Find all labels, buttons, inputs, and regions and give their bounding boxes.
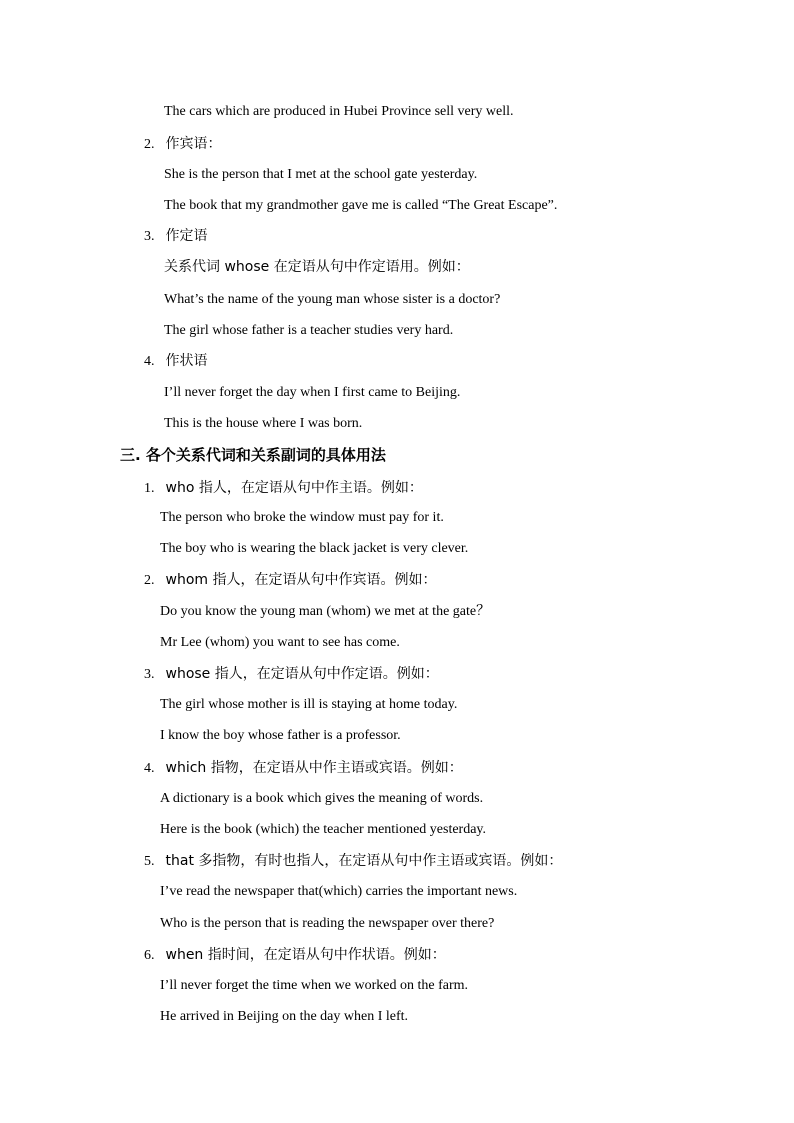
example-sentence: Do you know the young man (whom) we met at the gate？ bbox=[160, 604, 491, 619]
example-sentence: The boy who is wearing the black jacket is very clever. bbox=[160, 541, 469, 556]
list-item bbox=[144, 945, 446, 966]
rule-description: whose 指人，在定语从句中作定语。例如： bbox=[165, 666, 439, 682]
rule-description: when 指时间，在定语从句中作状语。例如： bbox=[165, 947, 446, 963]
example-sentence: Mr Lee (whom) you want to see has come. bbox=[160, 635, 400, 650]
example-sentence: I’ve read the newspaper that(which) carries the important news. bbox=[160, 884, 518, 899]
list-number: 3. bbox=[144, 229, 155, 244]
rule-description: whom 指人，在定语从句中作宾语。例如： bbox=[165, 572, 437, 588]
rule-description: that 多指物，有时也指人，在定语从句中作主语或宾语。例如： bbox=[165, 853, 563, 869]
list-number: 2. bbox=[144, 573, 155, 588]
example-sentence: The girl whose mother is ill is staying at home today. bbox=[160, 697, 458, 712]
list-number: 6. bbox=[144, 948, 155, 963]
example-sentence: I’ll never forget the time when we worked on the farm. bbox=[160, 978, 469, 993]
list-item-adverbial bbox=[144, 351, 208, 372]
list-number: 1. bbox=[144, 481, 155, 496]
list-title: 作状语 bbox=[165, 353, 208, 369]
list-item-attributive bbox=[144, 226, 208, 247]
example-sentence: The book that my grandmother gave me is called “The Great Escape”. bbox=[164, 198, 558, 213]
list-title: 作宾语： bbox=[165, 136, 222, 152]
list-item bbox=[144, 851, 562, 872]
list-item bbox=[144, 478, 423, 499]
list-number: 3. bbox=[144, 667, 155, 682]
example-sentence: She is the person that I met at the school gate yesterday. bbox=[164, 167, 478, 182]
rule-description: which 指物，在定语从中作主语或宾语。例如： bbox=[165, 760, 463, 776]
example-sentence: This is the house where I was born. bbox=[164, 416, 363, 431]
example-sentence: What’s the name of the young man whose sister is a doctor? bbox=[164, 292, 501, 307]
example-sentence: The person who broke the window must pay for it. bbox=[160, 510, 444, 525]
example-sentence: I’ll never forget the day when I first came to Beijing. bbox=[164, 385, 461, 400]
example-sentence: The cars which are produced in Hubei Province sell very well. bbox=[164, 104, 514, 119]
list-number: 5. bbox=[144, 854, 155, 869]
example-sentence: I know the boy whose father is a professor. bbox=[160, 728, 401, 743]
example-sentence: He arrived in Beijing on the day when I left. bbox=[160, 1009, 409, 1024]
rule-description: 关系代词 whose 在定语从句中作定语用。例如： bbox=[164, 259, 470, 275]
list-item bbox=[144, 570, 436, 591]
example-sentence: Who is the person that is reading the newspaper over there? bbox=[160, 916, 495, 931]
list-item-object bbox=[144, 134, 222, 155]
rule-description: who 指人，在定语从句中作主语。例如： bbox=[165, 480, 423, 496]
list-number: 4. bbox=[144, 354, 155, 369]
example-sentence: Here is the book (which) the teacher mentioned yesterday. bbox=[160, 822, 487, 837]
list-item bbox=[144, 758, 463, 779]
list-number: 2. bbox=[144, 137, 155, 152]
list-title: 作定语 bbox=[165, 228, 208, 244]
example-sentence: The girl whose father is a teacher studies very hard. bbox=[164, 323, 454, 338]
list-item bbox=[144, 664, 439, 685]
example-sentence: A dictionary is a book which gives the meaning of words. bbox=[160, 791, 484, 806]
section-heading: 三. 各个关系代词和关系副词的具体用法 bbox=[120, 446, 386, 464]
list-number: 4. bbox=[144, 761, 155, 776]
